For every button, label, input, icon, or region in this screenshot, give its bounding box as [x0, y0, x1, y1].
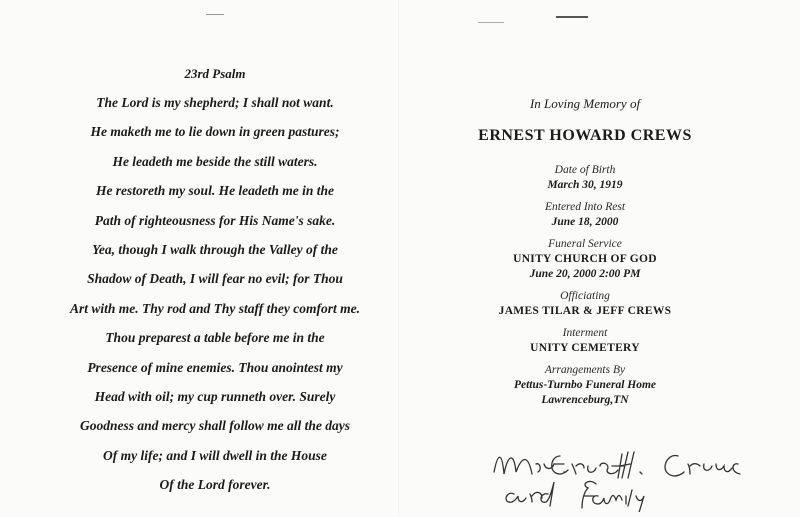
interment-label: Interment	[562, 327, 608, 339]
memory-intro: In Loving Memory of	[529, 96, 641, 111]
service-datetime: June 20, 2000 2:00 PM	[529, 268, 641, 280]
psalm-line: Thou preparest a table before me in the	[105, 330, 325, 346]
psalm-line: Goodness and mercy shall follow me all the days	[80, 418, 350, 434]
funeral-home: Pettus-Turnbo Funeral Home	[513, 379, 657, 391]
arrangements-label: Arrangements By	[544, 364, 626, 376]
top-mark-center	[478, 22, 504, 23]
officiating-label: Officiating	[560, 290, 610, 302]
psalm-panel	[40, 60, 390, 499]
psalm-line: Path of righteousness for His Name's sake.	[94, 212, 336, 228]
psalm-line: Head with oil; my cup runneth over. Surely	[94, 388, 336, 404]
psalm-line: Of the Lord forever.	[159, 477, 271, 493]
service-label: Funeral Service	[548, 238, 622, 250]
service-block	[460, 237, 710, 282]
interment-place: UNITY CEMETERY	[530, 342, 640, 354]
arrangements-block	[460, 363, 710, 408]
birth-date: March 30, 1919	[547, 179, 623, 191]
birth-label: Date of Birth	[554, 164, 616, 176]
rest-date: June 18, 2000	[551, 216, 619, 228]
psalm-line: He maketh me to lie down in green pastures;	[90, 124, 340, 140]
psalm-line: Art with me. Thy rod and Thy staff they comfort me.	[70, 300, 360, 316]
birth-block	[460, 163, 710, 193]
officiating-names: JAMES TILAR & JEFF CREWS	[498, 305, 672, 317]
interment-block	[460, 326, 710, 356]
psalm-line: Presence of mine enemies. Thou anointest my	[87, 359, 343, 375]
psalm-line: Shadow of Death, I will fear no evil; for Thou	[87, 271, 343, 287]
memorial-panel	[460, 92, 710, 408]
fold-line	[398, 0, 399, 516]
psalm-line: Of my life; and I will dwell in the House	[103, 447, 327, 463]
service-place: UNITY CHURCH OF GOD	[513, 253, 657, 265]
top-mark-right	[556, 16, 588, 18]
funeral-home-city: Lawrenceburg,TN	[541, 394, 629, 406]
top-mark-left	[206, 14, 224, 15]
deceased-name: ERNEST HOWARD CREWS	[478, 127, 692, 144]
handwritten-signature	[488, 442, 788, 512]
psalm-line: The Lord is my shepherd; I shall not want.	[96, 95, 334, 110]
psalm-title: 23rd Psalm	[184, 66, 246, 81]
psalm-line: Yea, though I walk through the Valley of the	[92, 241, 338, 257]
signature-drawing	[488, 442, 788, 512]
officiating-block	[460, 289, 710, 319]
rest-label: Entered Into Rest	[544, 201, 626, 213]
rest-block	[460, 200, 710, 230]
psalm-line: He leadeth me beside the still waters.	[112, 153, 318, 169]
psalm-line: He restoreth my soul. He leadeth me in the	[95, 183, 335, 199]
